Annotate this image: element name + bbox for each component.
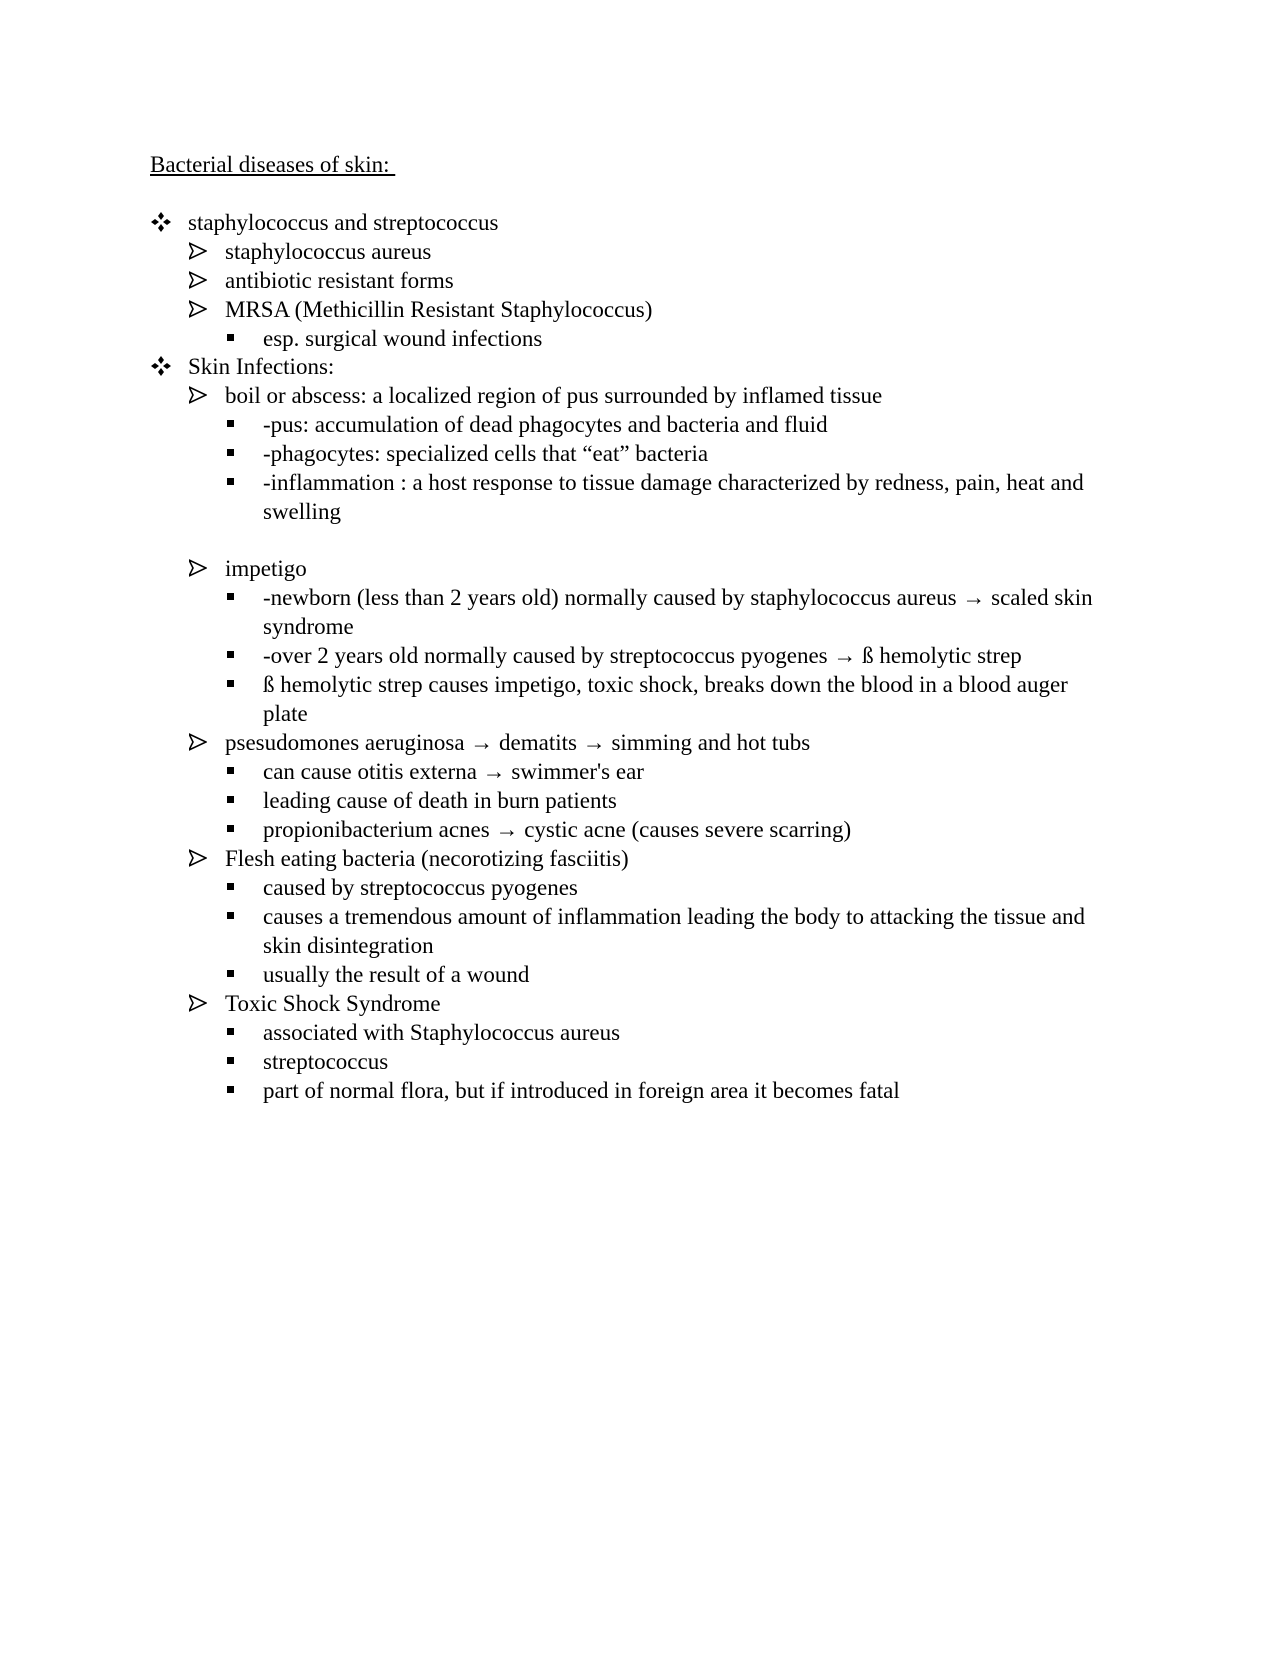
list-item: caused by streptococcus pyogenes [263,875,578,900]
square-bullet-icon [227,680,234,687]
list-item: impetigo [225,556,307,581]
list-item: propionibacterium acnes → cystic acne (causes severe scarring) [263,817,852,842]
list-item: boil or abscess: a localized region of pus surrounded by inflamed tissue [225,383,883,408]
square-bullet-icon [227,334,234,341]
square-bullet-icon [227,1086,234,1093]
list-item: staphylococcus aureus [225,239,432,264]
list-item: part of normal flora, but if introduced in foreign area it becomes fatal [263,1078,900,1103]
list-item: psesudomones aeruginosa → dematits → simming and hot tubs [225,730,811,755]
list-item: usually the result of a wound [263,962,530,987]
diamond-bullet-icon [151,212,171,232]
list-item: Flesh eating bacteria (necorotizing fasciitis) [225,846,629,871]
square-bullet-icon [227,912,234,919]
square-bullet-icon [227,1057,234,1064]
square-bullet-icon [227,1028,234,1035]
arrowhead-bullet-icon [189,300,207,318]
arrowhead-bullet-icon [189,849,207,867]
square-bullet-icon [227,478,234,485]
list-item: ß hemolytic strep causes impetigo, toxic shock, breaks down the blood in a blood auger plate [263,672,1068,726]
square-bullet-icon [227,825,234,832]
list-item: streptococcus [263,1049,389,1074]
list-item: can cause otitis externa → swimmer's ear [263,759,644,784]
list-item: antibiotic resistant forms [225,268,454,293]
list-item: leading cause of death in burn patients [263,788,617,813]
diamond-bullet-icon [151,356,171,376]
square-bullet-icon [227,449,234,456]
square-bullet-icon [227,883,234,890]
square-bullet-icon [227,651,234,658]
list-item: esp. surgical wound infections [263,326,543,351]
square-bullet-icon [227,593,234,600]
list-item: MRSA (Methicillin Resistant Staphylococcus) [225,297,653,322]
list-item: -inflammation : a host response to tissue damage characterized by redness, pain, heat and swelling [263,470,1084,524]
arrowhead-bullet-icon [189,994,207,1012]
arrowhead-bullet-icon [189,242,207,260]
list-item: -pus: accumulation of dead phagocytes and bacteria and fluid [263,412,828,437]
list-item: -newborn (less than 2 years old) normally caused by staphylococcus aureus → scaled skin syndrome [263,585,1093,639]
list-item: -over 2 years old normally caused by streptococcus pyogenes → ß hemolytic strep [263,643,1022,668]
arrowhead-bullet-icon [189,559,207,577]
square-bullet-icon [227,970,234,977]
list-item: Skin Infections: [188,354,335,379]
list-item: causes a tremendous amount of inflammation leading the body to attacking the tissue and skin disintegration [263,904,1086,958]
square-bullet-icon [227,767,234,774]
arrowhead-bullet-icon [189,386,207,404]
list-item: associated with Staphylococcus aureus [263,1020,621,1045]
arrowhead-bullet-icon [189,733,207,751]
page-title: Bacterial diseases of skin: [150,152,396,177]
arrowhead-bullet-icon [189,271,207,289]
list-item: staphylococcus and streptococcus [188,210,499,235]
square-bullet-icon [227,420,234,427]
list-item: -phagocytes: specialized cells that “eat” bacteria [263,441,709,466]
square-bullet-icon [227,796,234,803]
list-item: Toxic Shock Syndrome [225,991,441,1016]
